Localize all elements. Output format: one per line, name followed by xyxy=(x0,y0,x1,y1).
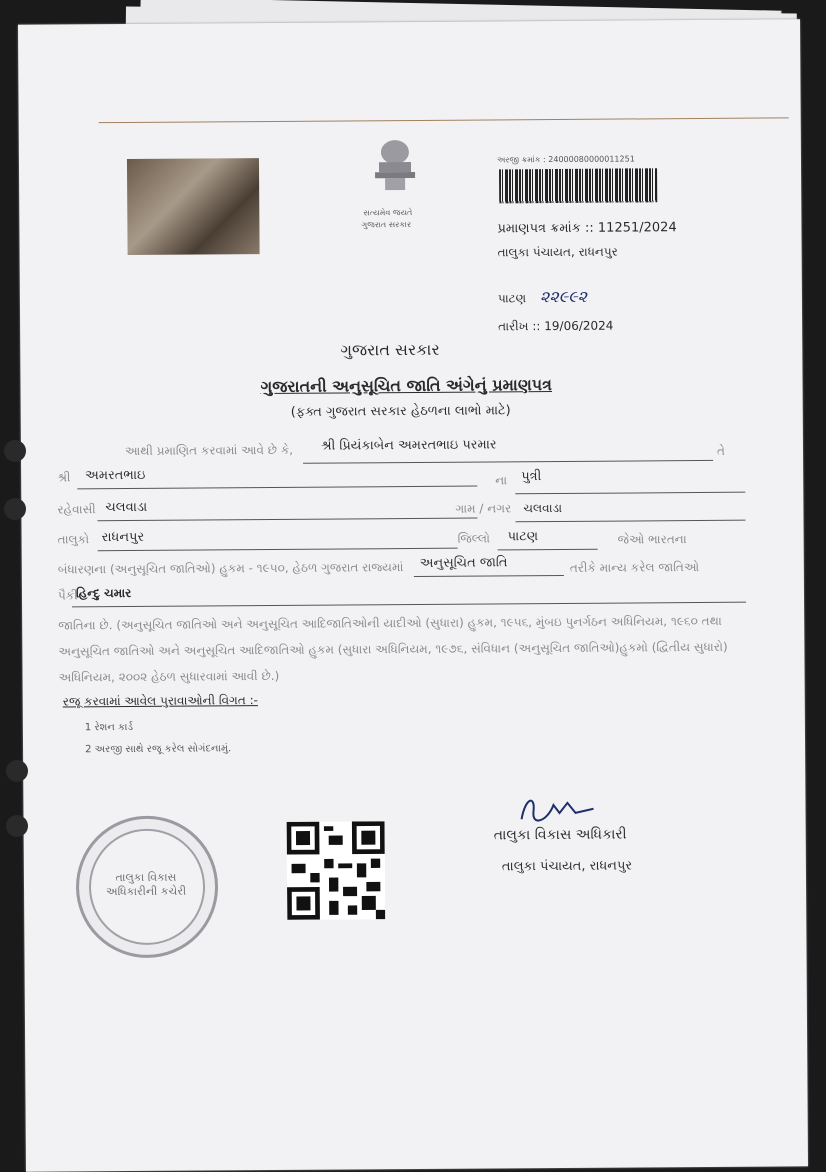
certificate-number: પ્રમાણપત્ર ક્રમાંક :: 11251/2024 xyxy=(497,220,677,237)
taluka-label: તાલુકો xyxy=(57,532,90,547)
officer-designation: તાલુકા વિકાસ અધિકારી xyxy=(493,826,627,844)
applicant-photo xyxy=(127,158,260,255)
government-title: ગુજરાત સરકાર xyxy=(340,339,440,360)
paragraph-line-1: જાતિના છે. (અનુસૂચિત જાતિઓ અને અનુસૂચિત આદિજાતિઓની યાદીઓ (સુધારા) હુકમ, ૧૯૫૬, મુંબઇ પુનર્ગઠન અધિનિયમ, ૧૯૬૦ તથા xyxy=(58,613,722,633)
office-seal xyxy=(76,815,219,958)
ashoka-emblem-icon xyxy=(359,134,431,205)
punch-hole xyxy=(4,440,26,462)
category-value: અનુસૂચિત જાતિ xyxy=(419,555,508,571)
applicant-name: શ્રી પ્રિયંકાબેન અમરતભાઇ પરમાર xyxy=(320,437,497,454)
certify-prefix: આથી પ્રમાણિત કરવામાં આવે છે કે, xyxy=(124,442,294,459)
district-line xyxy=(498,549,598,551)
father-name: અમરતભાઇ xyxy=(85,467,146,484)
paragraph-line-2: અનુસૂચિત જાતિઓ અને અનુસૂચિત આદિજાતિઓ હુકમ (સુધારા અધિનિયમ, ૧૯૭૬, સંવિધાન (અનુસૂચિત જાતિઓ)હુકમો (દ્વિતીય સુધારો) xyxy=(58,639,728,659)
caste-line xyxy=(72,602,746,608)
evidence-item-1: 1 રેશન કાર્ડ xyxy=(84,721,134,734)
name-line xyxy=(303,460,713,464)
signature-mark xyxy=(513,791,603,826)
village-value: ચલવાડા xyxy=(523,500,563,516)
application-number: અરજી ક્રમાંક : 24000080000011251 xyxy=(496,154,635,165)
na-label: ના xyxy=(495,473,508,488)
handwritten-number: ૨૨૯૯૨ xyxy=(539,286,588,307)
order-text: બંધારણના (અનુસૂચિત જાતિઓ) હુકમ - ૧૯૫૦, હેઠળ ગુજરાત રાજ્યમાં xyxy=(57,560,404,577)
village-line xyxy=(515,520,745,523)
emblem-caption: ગુજરાત સરકાર xyxy=(361,220,412,230)
evidence-item-2: 2 અરજી સાથે રજૂ કરેલ સોગંદનામું. xyxy=(85,743,232,756)
bharat-text: જેઓ ભારતના xyxy=(617,532,687,547)
resident-value: ચલવાડા xyxy=(105,499,148,516)
relation: પુત્રી xyxy=(521,469,542,485)
caste-label: પૈકી xyxy=(57,588,78,603)
district-label: જિલ્લો xyxy=(457,531,491,546)
relation-line xyxy=(515,492,745,495)
top-border xyxy=(99,117,789,123)
officer-office: તાલુકા પંચાયત, રાધનપુર xyxy=(501,858,633,875)
punch-hole xyxy=(4,498,26,520)
certificate-subtitle: (ફક્ત ગુજરાત સરકાર હેઠળના લાભો માટે) xyxy=(290,403,511,420)
resident-label: રહેવાસી xyxy=(57,502,96,517)
emblem-motto: સત્યમેવ જયતે xyxy=(363,207,413,218)
recognized-text: તરીકે માન્ય કરેલ જાતિઓ xyxy=(569,560,700,575)
te-label: તે xyxy=(716,443,726,458)
certificate-title: ગુજરાતની અનુસૂચિત જાતિ અંગેનું પ્રમાણપત્ર xyxy=(260,375,553,397)
handwritten-number-label: પાટણ xyxy=(497,291,527,306)
resident-line xyxy=(97,518,477,522)
issue-date: તારીખ :: 19/06/2024 xyxy=(498,318,614,334)
punch-hole xyxy=(6,760,28,782)
seal-text: તાલુકા વિકાસ અધિકારીની કચેરી xyxy=(105,870,187,899)
qr-code xyxy=(287,821,386,920)
issuing-office: તાલુકા પંચાયત, રાધનપુર xyxy=(497,244,618,260)
taluka-line xyxy=(98,548,458,552)
taluka-value: રાધનપુર xyxy=(101,529,145,546)
category-line xyxy=(414,575,564,577)
caste-value: હિન્દુ ચમાર xyxy=(75,585,132,601)
barcode xyxy=(499,168,657,203)
shri-label: શ્રી xyxy=(57,470,71,485)
district-value: પાટણ xyxy=(507,529,539,545)
certificate-page xyxy=(18,19,808,1171)
evidence-heading: રજૂ કરવામાં આવેલ પુરાવાઓની વિગત :- xyxy=(62,693,258,709)
punch-hole xyxy=(6,815,28,837)
father-line xyxy=(77,486,477,490)
paragraph-line-3: અધિનિયમ, ૨૦૦૨ હેઠળ સુધારવામાં આવી છે.) xyxy=(58,668,280,685)
village-label: ગામ / નગર xyxy=(455,501,512,516)
